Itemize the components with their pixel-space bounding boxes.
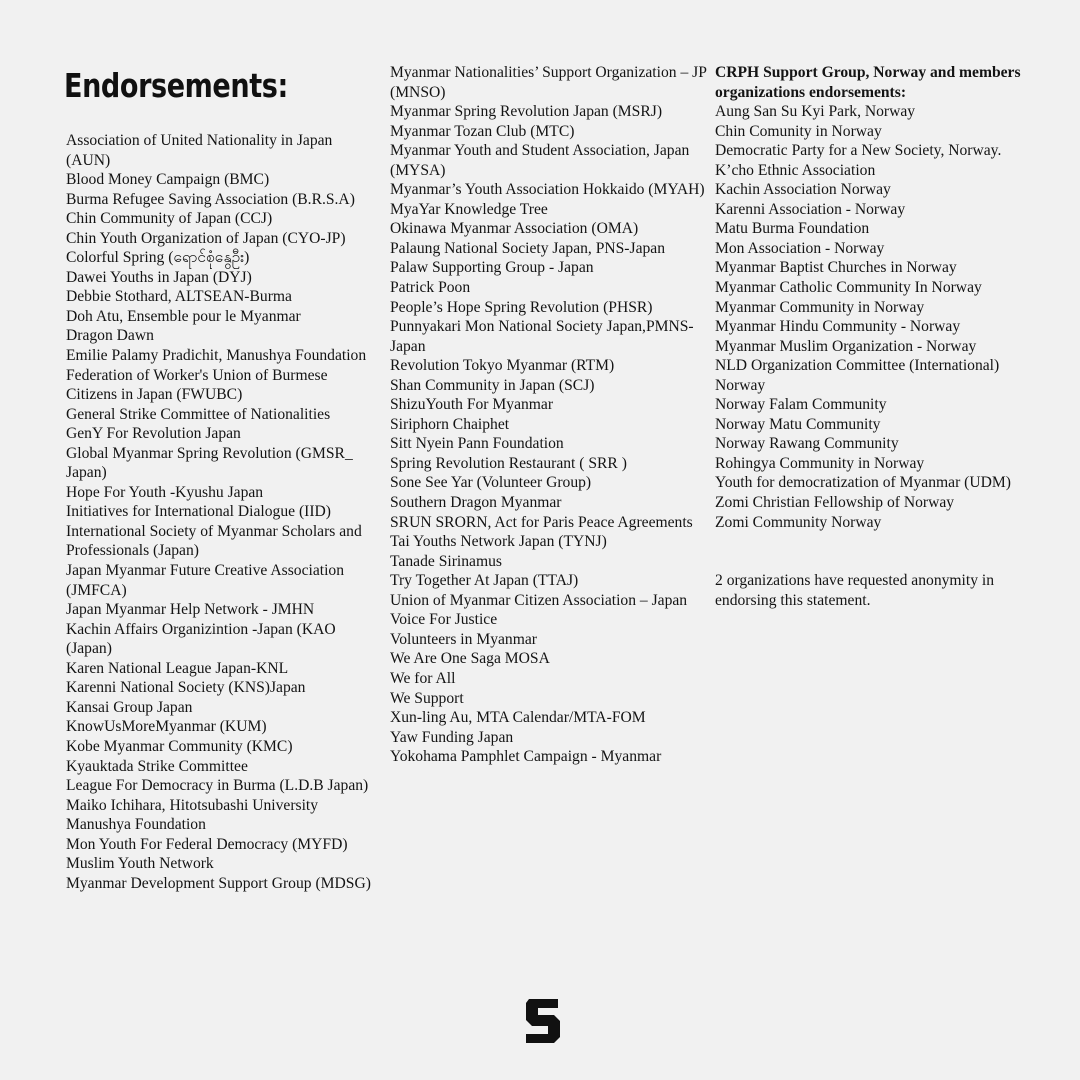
list-item: GenY For Revolution Japan [66,425,241,443]
list-item: Myanmar Catholic Community In Norway [715,279,982,297]
list-item: Youth for democratization of Myanmar (UDM) [715,474,1011,492]
list-item: Colorful Spring (ရောင်စုံနွေဦး) [66,249,250,267]
list-item: Myanmar Muslim Organization - Norway [715,337,977,355]
list-item: KnowUsMoreMyanmar (KUM) [66,718,267,736]
list-item: Zomi Christian Fellowship of Norway [715,494,955,512]
list-item: Yaw Funding Japan [390,728,514,746]
s-logo-icon [526,999,560,1043]
list-item: Siriphorn Chaiphet [390,415,510,433]
list-item: We Support [390,689,464,707]
page-title: Endorsements: [64,66,288,105]
list-item: International Society of Myanmar Scholars and Professionals (Japan) [66,522,362,560]
list-item: Myanmar Development Support Group (MDSG) [66,874,371,892]
list-item: Okinawa Myanmar Association (OMA) [390,220,639,238]
endorsement-list [715,102,1040,532]
list-item: Karenni National Society (KNS)Japan [66,679,306,697]
list-item: Chin Community of Japan (CCJ) [66,210,273,228]
list-item: Norway Falam Community [715,396,887,414]
list-item: Dragon Dawn [66,327,154,345]
s-logo-shape [526,999,560,1043]
list-item: Initiatives for International Dialogue (IID) [66,503,331,521]
list-item: Kyauktada Strike Committee [66,757,248,775]
list-item: Myanmar Community in Norway [715,298,925,316]
list-item: Debbie Stothard, ALTSEAN-Burma [66,288,292,306]
list-item: Matu Burma Foundation [715,220,870,238]
list-item: Blood Money Campaign (BMC) [66,171,270,189]
list-item: Norway Rawang Community [715,435,899,453]
list-item: Myanmar Youth and Student Association, Japan (MYSA) [390,142,690,179]
list-item: Muslim Youth Network [66,855,214,873]
list-item: Mon Youth For Federal Democracy (MYFD) [66,835,348,853]
list-item: Chin Comunity in Norway [715,122,882,140]
endorsements-column-3 [715,63,1040,610]
list-item: Yokohama Pamphlet Campaign - Myanmar [390,748,662,766]
list-item: SRUN SRORN, Act for Paris Peace Agreements [390,513,693,531]
list-item: Myanmar’s Youth Association Hokkaido (MYAH) [390,181,705,199]
list-item: Xun-ling Au, MTA Calendar/MTA-FOM [390,709,646,727]
list-item: Palaung National Society Japan, PNS-Japan [390,239,666,257]
endorsement-list [66,131,378,893]
list-item: Voice For Justice [390,611,498,629]
list-item: Norway Matu Community [715,415,881,433]
list-item: Revolution Tokyo Myanmar (RTM) [390,357,615,375]
list-item: Kachin Association Norway [715,181,891,199]
list-item: Kachin Affairs Organizintion -Japan (KAO (Japan) [66,620,336,658]
list-item: Manushya Foundation [66,816,206,834]
endorsements-column-1 [66,131,378,893]
list-item: Kobe Myanmar Community (KMC) [66,737,293,755]
list-item: Chin Youth Organization of Japan (CYO-JP) [66,229,346,247]
anonymity-note: 2 organizations have requested anonymity in endorsing this statement. [715,572,995,609]
list-item: Doh Atu, Ensemble pour le Myanmar [66,307,301,325]
list-item: Maiko Ichihara, Hitotsubashi University [66,796,319,814]
list-item: Federation of Worker's Union of Burmese Citizens in Japan (FWUBC) [66,366,328,404]
list-item: Myanmar Baptist Churches in Norway [715,259,957,277]
list-item: Myanmar Tozan Club (MTC) [390,122,575,140]
list-item: Southern Dragon Myanmar [390,494,562,512]
list-item: We Are One Saga MOSA [390,650,550,668]
list-item: Karenni Association - Norway [715,200,906,218]
list-item: General Strike Committee of Nationalities [66,405,331,423]
list-item: Tanade Sirinamus [390,552,502,570]
list-item: Union of Myanmar Citizen Association – Japan [390,591,688,609]
list-item: Sitt Nyein Pann Foundation [390,435,564,453]
list-item: Emilie Palamy Pradichit, Manushya Foundation [66,347,367,365]
list-item: People’s Hope Spring Revolution (PHSR) [390,298,653,316]
list-item: Japan Myanmar Future Creative Association (JMFCA) [66,562,345,599]
list-item: League For Democracy in Burma (L.D.B Japan) [66,777,369,795]
list-item: Hope For Youth -Kyushu Japan [66,483,264,501]
list-item: Japan Myanmar Help Network - JMHN [66,601,315,619]
list-item: Rohingya Community in Norway [715,454,925,472]
list-item: Punnyakari Mon National Society Japan,PMNS-Japan [390,318,694,355]
list-item: Patrick Poon [390,279,471,297]
list-item: Spring Revolution Restaurant ( SRR ) [390,454,627,472]
list-item: Aung San Su Kyi Park, Norway [715,103,916,121]
list-item: Association of United Nationality in Japan (AUN) [66,132,333,169]
list-item: Mon Association - Norway [715,239,885,257]
list-item: Kansai Group Japan [66,698,193,716]
norway-group-heading: CRPH Support Group, Norway and members organizations endorsements: [715,64,1021,101]
list-item: Burma Refugee Saving Association (B.R.S.A) [66,190,355,208]
list-item: Dawei Youths in Japan (DYJ) [66,268,252,286]
list-item: MyaYar Knowledge Tree [390,200,548,218]
list-item: Democratic Party for a New Society, Norway. [715,142,1002,160]
list-item: Shan Community in Japan (SCJ) [390,376,595,394]
list-item: Volunteers in Myanmar [390,630,537,648]
list-item: Global Myanmar Spring Revolution (GMSR_ Japan) [66,444,353,482]
list-item: Myanmar Spring Revolution Japan (MSRJ) [390,103,663,121]
list-item: Sone See Yar (Volunteer Group) [390,474,592,492]
list-item: Karen National League Japan-KNL [66,659,289,677]
list-item: NLD Organization Committee (International) Norway [715,357,1000,394]
list-item: Try Together At Japan (TTAJ) [390,572,579,590]
list-item: Myanmar Hindu Community - Norway [715,318,961,336]
list-item: We for All [390,669,456,687]
list-item: Tai Youths Network Japan (TYNJ) [390,533,607,551]
list-item: K’cho Ethnic Association [715,161,876,179]
list-item: Myanmar Nationalities’ Support Organization – JP (MNSO) [390,64,707,101]
list-item: Zomi Community Norway [715,513,882,531]
endorsements-column-2 [390,63,708,767]
list-item: Palaw Supporting Group - Japan [390,259,594,277]
endorsement-list [390,63,708,767]
list-item: ShizuYouth For Myanmar [390,396,554,414]
